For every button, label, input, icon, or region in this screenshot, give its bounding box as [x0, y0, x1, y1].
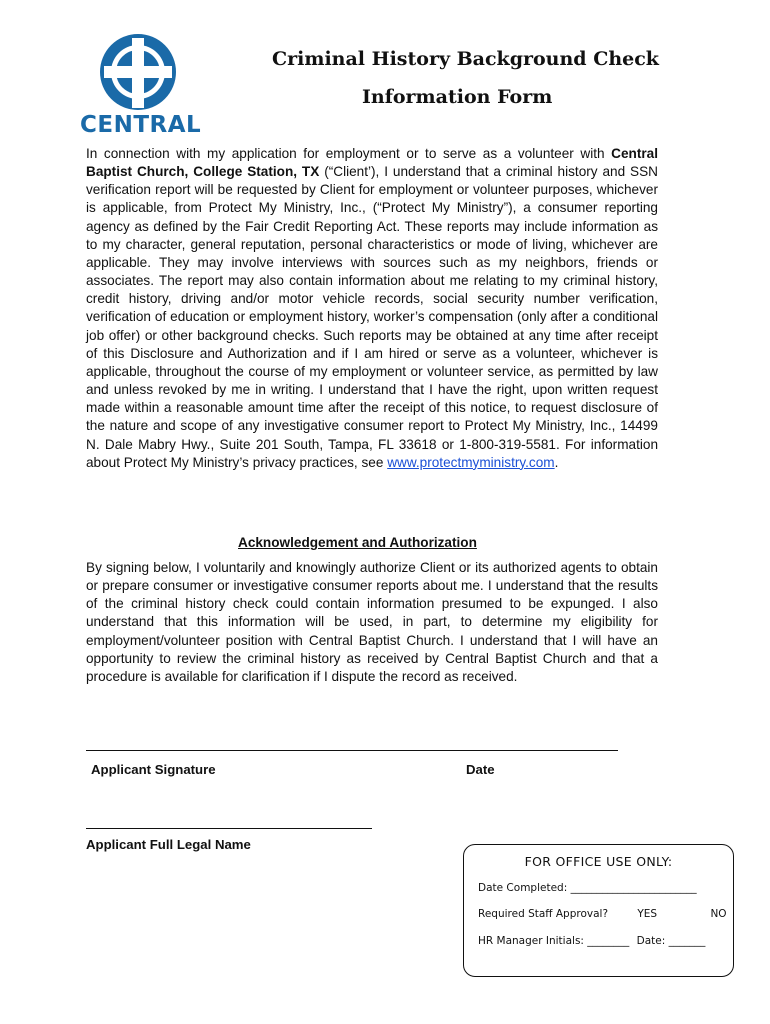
page-title: Criminal History Background Check	[272, 48, 659, 70]
church-name: Central Baptist Church, College Station, TX	[86, 146, 658, 180]
yes-option: YES	[637, 908, 658, 920]
staff-approval-label: Required Staff Approval?	[478, 908, 609, 920]
full-name-line[interactable]	[86, 828, 372, 829]
logo-wordmark: CENTRAL	[80, 112, 202, 138]
full-name-label: Applicant Full Legal Name	[86, 837, 251, 852]
date-label: Date	[466, 762, 495, 777]
hr-initials-field: HR Manager Initials: ________	[478, 935, 630, 947]
hr-row	[478, 935, 705, 947]
no-option: NO	[710, 908, 727, 920]
signature-line[interactable]	[86, 750, 618, 751]
office-use-box	[463, 844, 734, 977]
ack-paragraph: By signing below, I voluntarily and knowingly authorize Client or its authorized agents to obtain or prepare consumer or investigative consumer reports about me. I understand that the results of the criminal history check could contain information presumed to be expunged. I also understand that this information will be used, in part, to determine my eligibility for employment/volunteer position with Central Baptist Church. I understand that I will have an opportunity to review the criminal history as received by Central Baptist Church and that a procedure is available for clarification if I dispute the record as received.	[86, 560, 658, 684]
applicant-signature-label: Applicant Signature	[91, 762, 216, 777]
staff-approval-row	[478, 908, 727, 920]
disclosure-paragraph	[86, 145, 658, 472]
office-use-title: FOR OFFICE USE ONLY:	[524, 854, 673, 869]
date-completed-row	[478, 882, 697, 894]
page-subtitle: Information Form	[362, 86, 553, 108]
protectmyministry-link[interactable]: www.protectmyministry.com	[387, 454, 555, 470]
date-completed-field: Date Completed: ________________________	[478, 882, 697, 894]
church-logo	[80, 30, 210, 138]
hr-date-field: Date: _______	[636, 935, 706, 947]
disclosure-end: .	[554, 454, 559, 470]
disclosure-lead: In connection with my application for employment or to serve as a volunteer with	[86, 146, 612, 161]
ack-heading: Acknowledgement and Authorization	[238, 535, 477, 550]
disclosure-body: (“Client’), I understand that a criminal history and SSN verification report will be requested by Client for employment or volunteer purposes, whichever is applicable, from Protect My Ministry, Inc., (“Protect My Ministry”), a consumer reporting agency as defined by the Fair Credit Reporting Act. These reports may include information as to my character, general reputation, personal characteristics or mode of living, whichever are applicable. They may involve interviews with sources such as my neighbors, friends or associates. The report may also contain information about me relating to my criminal history, credit history, driving and/or motor vehicle records, social security number verification, verification of education or employment history, worker’s compensation (only after a conditional job offer) or other background checks. Such reports may be obtained at any time after receipt of this Disclosure and Authorization and if I am hired or serve as a volunteer, whichever is applicable, throughout the course of my employment or volunteer service, as permitted by law and unless revoked by me in writing. I understand that I have the right, upon written request made within a reasonable amount time after the receipt of this notice, to request disclosure of the nature and scope of any investigative consumer report to Protect My Ministry, Inc., 14499 N. Dale Mabry Hwy., Suite 201 South, Tampa, FL 33618 or 1-800-319-5581. For information about Protect My Ministry’s privacy practices, see	[86, 164, 659, 470]
cross-circle-icon	[80, 30, 210, 112]
